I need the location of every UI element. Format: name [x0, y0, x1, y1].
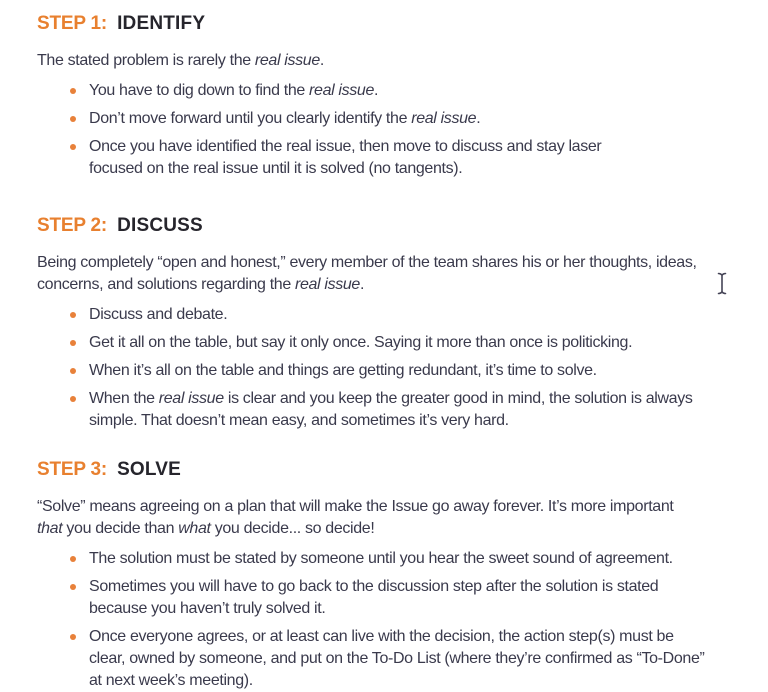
step-1-label: STEP 1: [37, 13, 108, 34]
bullet-item [37, 388, 738, 432]
step-2-section [37, 214, 738, 432]
bullet-item [37, 304, 738, 326]
step-3-heading [37, 458, 738, 482]
bullet-text: Get it all on the table, but say it only once. Saying it more than once is politicking. [89, 334, 633, 351]
step-2-bullet-list [37, 304, 738, 432]
bullet-item [37, 108, 738, 130]
bullet-icon [70, 396, 76, 402]
bullet-icon [70, 88, 76, 94]
bullet-text: The solution must be stated by someone until you hear the sweet sound of agreement. [89, 550, 673, 567]
step-1-intro: The stated problem is rarely the real issue. [37, 52, 324, 69]
bullet-icon [70, 340, 76, 346]
bullet-text: When it’s all on the table and things are getting redundant, it’s time to solve. [89, 362, 597, 379]
bullet-text: When the real issue is clear and you keep the greater good in mind, the solution is always simple. That doesn’t mean easy, and sometimes it’s very hard. [89, 390, 693, 429]
bullet-item [37, 332, 738, 354]
step-2-label: STEP 2: [37, 215, 108, 236]
bullet-text: Once everyone agrees, or at least can live with the decision, the action step(s) must be clear, owned by someone, and put on the To-Do List (where they’re confirmed as “To-Done” at next week’s meeting). [89, 628, 705, 689]
step-2-title: DISCUSS [117, 215, 203, 236]
bullet-item [37, 80, 738, 102]
step-3-label: STEP 3: [37, 459, 108, 480]
bullet-item [37, 136, 738, 180]
bullet-icon [70, 144, 76, 150]
step-3-title: SOLVE [117, 459, 182, 480]
bullet-text: Don’t move forward until you clearly identify the real issue. [89, 110, 481, 127]
step-1-heading [37, 12, 738, 36]
step-2-heading [37, 214, 738, 238]
bullet-icon [70, 368, 76, 374]
step-3-intro: “Solve” means agreeing on a plan that will make the Issue go away forever. It’s more important that you decide than what you decide... so decide! [37, 498, 674, 537]
step-1-bullet-list [37, 80, 738, 180]
bullet-item [37, 548, 738, 570]
bullet-icon [70, 634, 76, 640]
step-1-section [37, 12, 738, 180]
bullet-icon [70, 116, 76, 122]
bullet-icon [70, 584, 76, 590]
step-1-title: IDENTIFY [117, 13, 206, 34]
bullet-icon [70, 556, 76, 562]
bullet-text: Discuss and debate. [89, 306, 228, 323]
bullet-item [37, 576, 738, 620]
bullet-icon [70, 312, 76, 318]
bullet-text: Once you have identified the real issue, then move to discuss and stay laser focused on the real issue until it is solved (no tangents). [89, 138, 602, 177]
bullet-item [37, 360, 738, 382]
step-2-intro: Being completely “open and honest,” every member of the team shares his or her thoughts, ideas, concerns, and solutions regarding the real issue. [37, 254, 697, 293]
bullet-text: You have to dig down to find the real issue. [89, 82, 379, 99]
step-3-section [37, 458, 738, 692]
bullet-item [37, 626, 738, 692]
bullet-text: Sometimes you will have to go back to the discussion step after the solution is stated because you haven’t truly solved it. [89, 578, 659, 617]
step-3-bullet-list [37, 548, 738, 692]
